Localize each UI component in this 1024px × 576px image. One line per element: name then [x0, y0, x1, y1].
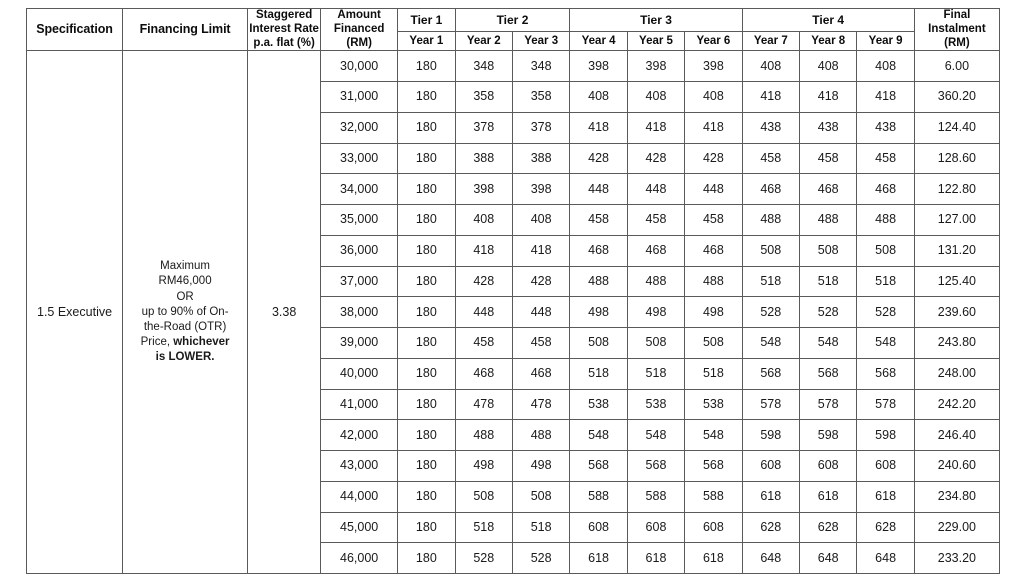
cell-year-1-instalment: 180: [398, 205, 455, 236]
cell-year-7-instalment: 488: [742, 205, 799, 236]
cell-year-1-instalment: 180: [398, 143, 455, 174]
cell-year-2-instalment: 468: [455, 358, 512, 389]
cell-year-6-instalment: 538: [685, 389, 742, 420]
header-tier-1: Tier 1: [398, 9, 455, 32]
cell-amount-financed: 31,000: [321, 82, 398, 113]
cell-year-7-instalment: 518: [742, 266, 799, 297]
cell-year-5-instalment: 468: [627, 235, 684, 266]
cell-year-4-instalment: 418: [570, 112, 627, 143]
header-final-line-1: Final: [943, 9, 971, 21]
cell-year-1-instalment: 180: [398, 82, 455, 113]
cell-year-5-instalment: 428: [627, 143, 684, 174]
cell-year-6-instalment: 468: [685, 235, 742, 266]
cell-amount-financed: 41,000: [321, 389, 398, 420]
cell-year-5-instalment: 398: [627, 51, 684, 82]
cell-final-instalment: 242.20: [914, 389, 999, 420]
cell-year-9-instalment: 598: [857, 420, 914, 451]
cell-amount-financed: 43,000: [321, 451, 398, 482]
cell-year-3-instalment: 418: [512, 235, 569, 266]
cell-year-3-instalment: 518: [512, 512, 569, 543]
header-staggered-line-2: Interest: [249, 22, 291, 35]
cell-final-instalment: 131.20: [914, 235, 999, 266]
cell-amount-financed: 46,000: [321, 543, 398, 574]
cell-amount-financed: 37,000: [321, 266, 398, 297]
financing-limit-line-4: up to 90% of On-: [141, 305, 229, 318]
cell-amount-financed: 42,000: [321, 420, 398, 451]
cell-year-5-instalment: 608: [627, 512, 684, 543]
cell-year-5-instalment: 488: [627, 266, 684, 297]
cell-year-6-instalment: 518: [685, 358, 742, 389]
cell-year-1-instalment: 180: [398, 51, 455, 82]
cell-year-1-instalment: 180: [398, 451, 455, 482]
header-final-instalment: [914, 9, 999, 51]
cell-amount-financed: 35,000: [321, 205, 398, 236]
cell-year-1-instalment: 180: [398, 235, 455, 266]
financing-limit-line-6: [123, 335, 247, 350]
cell-year-2-instalment: 448: [455, 297, 512, 328]
cell-year-9-instalment: 408: [857, 51, 914, 82]
cell-amount-financed: 40,000: [321, 358, 398, 389]
cell-year-7-instalment: 468: [742, 174, 799, 205]
cell-year-4-instalment: 608: [570, 512, 627, 543]
cell-final-instalment: 125.40: [914, 266, 999, 297]
header-year-4: Year 4: [570, 31, 627, 51]
cell-year-3-instalment: 478: [512, 389, 569, 420]
cell-year-9-instalment: 518: [857, 266, 914, 297]
cell-year-4-instalment: 468: [570, 235, 627, 266]
table-row: [27, 51, 1000, 82]
cell-year-2-instalment: 358: [455, 82, 512, 113]
header-staggered-line-4: flat: [276, 36, 294, 49]
header-year-1: Year 1: [398, 31, 455, 51]
cell-year-4-instalment: 588: [570, 481, 627, 512]
cell-year-2-instalment: 398: [455, 174, 512, 205]
cell-year-4-instalment: 618: [570, 543, 627, 574]
cell-year-6-instalment: 498: [685, 297, 742, 328]
cell-final-instalment: 239.60: [914, 297, 999, 328]
cell-amount-financed: 39,000: [321, 328, 398, 359]
header-year-6: Year 6: [685, 31, 742, 51]
cell-year-3-instalment: 388: [512, 143, 569, 174]
cell-year-3-instalment: 428: [512, 266, 569, 297]
cell-year-4-instalment: 568: [570, 451, 627, 482]
cell-staggered-interest-rate: 3.38: [248, 51, 321, 574]
cell-year-9-instalment: 578: [857, 389, 914, 420]
cell-year-5-instalment: 548: [627, 420, 684, 451]
cell-year-5-instalment: 568: [627, 451, 684, 482]
cell-year-5-instalment: 518: [627, 358, 684, 389]
cell-year-9-instalment: 568: [857, 358, 914, 389]
cell-year-6-instalment: 508: [685, 328, 742, 359]
cell-year-5-instalment: 418: [627, 112, 684, 143]
cell-year-2-instalment: 418: [455, 235, 512, 266]
cell-year-2-instalment: 428: [455, 266, 512, 297]
cell-year-3-instalment: 458: [512, 328, 569, 359]
financing-schedule-table: [26, 8, 1000, 574]
cell-year-8-instalment: 438: [800, 112, 857, 143]
cell-year-8-instalment: 418: [800, 82, 857, 113]
cell-year-1-instalment: 180: [398, 389, 455, 420]
cell-final-instalment: 122.80: [914, 174, 999, 205]
cell-final-instalment: 233.20: [914, 543, 999, 574]
cell-year-5-instalment: 448: [627, 174, 684, 205]
cell-year-8-instalment: 508: [800, 235, 857, 266]
cell-year-7-instalment: 608: [742, 451, 799, 482]
cell-amount-financed: 32,000: [321, 112, 398, 143]
cell-year-4-instalment: 448: [570, 174, 627, 205]
cell-year-2-instalment: 478: [455, 389, 512, 420]
cell-year-8-instalment: 608: [800, 451, 857, 482]
cell-year-8-instalment: 548: [800, 328, 857, 359]
cell-final-instalment: 124.40: [914, 112, 999, 143]
cell-amount-financed: 36,000: [321, 235, 398, 266]
cell-year-5-instalment: 508: [627, 328, 684, 359]
cell-year-2-instalment: 498: [455, 451, 512, 482]
cell-year-1-instalment: 180: [398, 543, 455, 574]
cell-final-instalment: 240.60: [914, 451, 999, 482]
header-year-9: Year 9: [857, 31, 914, 51]
cell-year-6-instalment: 588: [685, 481, 742, 512]
cell-year-4-instalment: 538: [570, 389, 627, 420]
cell-year-6-instalment: 418: [685, 112, 742, 143]
cell-final-instalment: 243.80: [914, 328, 999, 359]
cell-year-1-instalment: 180: [398, 358, 455, 389]
cell-year-2-instalment: 408: [455, 205, 512, 236]
cell-year-1-instalment: 180: [398, 420, 455, 451]
cell-year-2-instalment: 348: [455, 51, 512, 82]
header-tier-3: Tier 3: [570, 9, 742, 32]
cell-final-instalment: 6.00: [914, 51, 999, 82]
cell-year-5-instalment: 538: [627, 389, 684, 420]
cell-year-9-instalment: 648: [857, 543, 914, 574]
cell-year-7-instalment: 618: [742, 481, 799, 512]
cell-year-4-instalment: 458: [570, 205, 627, 236]
cell-year-4-instalment: 498: [570, 297, 627, 328]
cell-year-3-instalment: 508: [512, 481, 569, 512]
cell-year-9-instalment: 548: [857, 328, 914, 359]
financing-limit-line-7: is LOWER.: [155, 351, 215, 364]
cell-year-8-instalment: 628: [800, 512, 857, 543]
cell-year-6-instalment: 608: [685, 512, 742, 543]
header-year-5: Year 5: [627, 31, 684, 51]
cell-year-3-instalment: 348: [512, 51, 569, 82]
header-row-tier: [27, 9, 1000, 32]
cell-year-3-instalment: 498: [512, 451, 569, 482]
table-body: [27, 51, 1000, 574]
cell-year-8-instalment: 648: [800, 543, 857, 574]
cell-year-6-instalment: 408: [685, 82, 742, 113]
financing-limit-line-5: the-Road (OTR): [143, 320, 227, 333]
header-tier-2: Tier 2: [455, 9, 570, 32]
cell-year-9-instalment: 618: [857, 481, 914, 512]
cell-year-7-instalment: 438: [742, 112, 799, 143]
cell-year-9-instalment: 418: [857, 82, 914, 113]
cell-year-5-instalment: 498: [627, 297, 684, 328]
cell-year-7-instalment: 458: [742, 143, 799, 174]
header-staggered-line-1: Staggered: [255, 9, 313, 21]
header-amount-financed: [321, 9, 398, 51]
cell-year-9-instalment: 468: [857, 174, 914, 205]
cell-year-7-instalment: 628: [742, 512, 799, 543]
cell-final-instalment: 234.80: [914, 481, 999, 512]
cell-year-8-instalment: 578: [800, 389, 857, 420]
cell-year-2-instalment: 518: [455, 512, 512, 543]
cell-year-6-instalment: 548: [685, 420, 742, 451]
cell-year-7-instalment: 648: [742, 543, 799, 574]
cell-final-instalment: 248.00: [914, 358, 999, 389]
cell-year-6-instalment: 458: [685, 205, 742, 236]
cell-year-6-instalment: 428: [685, 143, 742, 174]
cell-year-5-instalment: 458: [627, 205, 684, 236]
cell-year-7-instalment: 408: [742, 51, 799, 82]
cell-year-6-instalment: 398: [685, 51, 742, 82]
cell-year-3-instalment: 398: [512, 174, 569, 205]
cell-final-instalment: 360.20: [914, 82, 999, 113]
cell-year-7-instalment: 418: [742, 82, 799, 113]
cell-year-9-instalment: 438: [857, 112, 914, 143]
cell-year-9-instalment: 488: [857, 205, 914, 236]
cell-amount-financed: 30,000: [321, 51, 398, 82]
header-amount-line-1: Amount: [337, 9, 381, 21]
cell-year-3-instalment: 448: [512, 297, 569, 328]
cell-year-1-instalment: 180: [398, 174, 455, 205]
cell-year-9-instalment: 628: [857, 512, 914, 543]
cell-year-6-instalment: 488: [685, 266, 742, 297]
cell-year-8-instalment: 468: [800, 174, 857, 205]
cell-year-7-instalment: 528: [742, 297, 799, 328]
cell-amount-financed: 34,000: [321, 174, 398, 205]
cell-year-5-instalment: 588: [627, 481, 684, 512]
cell-year-3-instalment: 468: [512, 358, 569, 389]
financing-limit-line-3: OR: [176, 290, 194, 303]
header-year-2: Year 2: [455, 31, 512, 51]
cell-year-2-instalment: 488: [455, 420, 512, 451]
cell-year-3-instalment: 488: [512, 420, 569, 451]
cell-year-8-instalment: 568: [800, 358, 857, 389]
cell-year-6-instalment: 568: [685, 451, 742, 482]
cell-year-3-instalment: 408: [512, 205, 569, 236]
cell-year-4-instalment: 488: [570, 266, 627, 297]
cell-year-2-instalment: 458: [455, 328, 512, 359]
cell-year-2-instalment: 508: [455, 481, 512, 512]
cell-year-3-instalment: 528: [512, 543, 569, 574]
cell-year-7-instalment: 548: [742, 328, 799, 359]
cell-year-1-instalment: 180: [398, 112, 455, 143]
cell-year-7-instalment: 508: [742, 235, 799, 266]
cell-year-7-instalment: 578: [742, 389, 799, 420]
cell-amount-financed: 33,000: [321, 143, 398, 174]
header-specification: Specification: [27, 9, 123, 51]
cell-year-8-instalment: 408: [800, 51, 857, 82]
header-financing-limit: Financing Limit: [123, 9, 248, 51]
header-amount-line-2: Financed: [333, 22, 385, 35]
cell-amount-financed: 45,000: [321, 512, 398, 543]
financing-limit-line-6-emphasis: whichever: [173, 336, 230, 349]
cell-year-2-instalment: 528: [455, 543, 512, 574]
cell-specification: 1.5 Executive: [27, 51, 123, 574]
cell-year-8-instalment: 528: [800, 297, 857, 328]
cell-year-2-instalment: 388: [455, 143, 512, 174]
header-year-3: Year 3: [512, 31, 569, 51]
cell-year-4-instalment: 508: [570, 328, 627, 359]
cell-year-8-instalment: 598: [800, 420, 857, 451]
cell-final-instalment: 246.40: [914, 420, 999, 451]
cell-year-8-instalment: 618: [800, 481, 857, 512]
header-year-7: Year 7: [742, 31, 799, 51]
cell-year-5-instalment: 618: [627, 543, 684, 574]
cell-year-7-instalment: 568: [742, 358, 799, 389]
cell-year-9-instalment: 528: [857, 297, 914, 328]
cell-final-instalment: 229.00: [914, 512, 999, 543]
financing-limit-line-2: RM46,000: [158, 275, 212, 288]
cell-year-1-instalment: 180: [398, 297, 455, 328]
cell-year-1-instalment: 180: [398, 328, 455, 359]
cell-year-6-instalment: 448: [685, 174, 742, 205]
header-year-8: Year 8: [800, 31, 857, 51]
header-staggered-line-5: (%): [296, 36, 315, 49]
cell-year-2-instalment: 378: [455, 112, 512, 143]
cell-financing-limit: [123, 51, 248, 574]
financing-limit-line-6-plain: Price,: [140, 336, 174, 349]
cell-year-9-instalment: 458: [857, 143, 914, 174]
financing-table-container: [26, 8, 1000, 565]
cell-year-1-instalment: 180: [398, 512, 455, 543]
cell-year-4-instalment: 518: [570, 358, 627, 389]
cell-amount-financed: 38,000: [321, 297, 398, 328]
cell-amount-financed: 44,000: [321, 481, 398, 512]
cell-year-3-instalment: 378: [512, 112, 569, 143]
cell-year-4-instalment: 548: [570, 420, 627, 451]
cell-year-1-instalment: 180: [398, 266, 455, 297]
cell-year-4-instalment: 398: [570, 51, 627, 82]
cell-year-4-instalment: 428: [570, 143, 627, 174]
header-tier-4: Tier 4: [742, 9, 914, 32]
header-amount-line-3: (RM): [346, 36, 372, 49]
cell-year-3-instalment: 358: [512, 82, 569, 113]
header-final-line-2: Instalment: [928, 22, 986, 35]
cell-year-4-instalment: 408: [570, 82, 627, 113]
cell-year-5-instalment: 408: [627, 82, 684, 113]
cell-final-instalment: 128.60: [914, 143, 999, 174]
cell-year-8-instalment: 488: [800, 205, 857, 236]
cell-final-instalment: 127.00: [914, 205, 999, 236]
cell-year-9-instalment: 608: [857, 451, 914, 482]
header-staggered-line-3: Rate p.a.: [253, 22, 319, 49]
cell-year-9-instalment: 508: [857, 235, 914, 266]
cell-year-8-instalment: 458: [800, 143, 857, 174]
table-header: [27, 9, 1000, 51]
header-final-line-3: (RM): [944, 36, 970, 49]
header-staggered-interest-rate: [248, 9, 321, 51]
financing-limit-line-1: Maximum: [160, 260, 210, 273]
cell-year-1-instalment: 180: [398, 481, 455, 512]
cell-year-8-instalment: 518: [800, 266, 857, 297]
cell-year-7-instalment: 598: [742, 420, 799, 451]
cell-year-6-instalment: 618: [685, 543, 742, 574]
